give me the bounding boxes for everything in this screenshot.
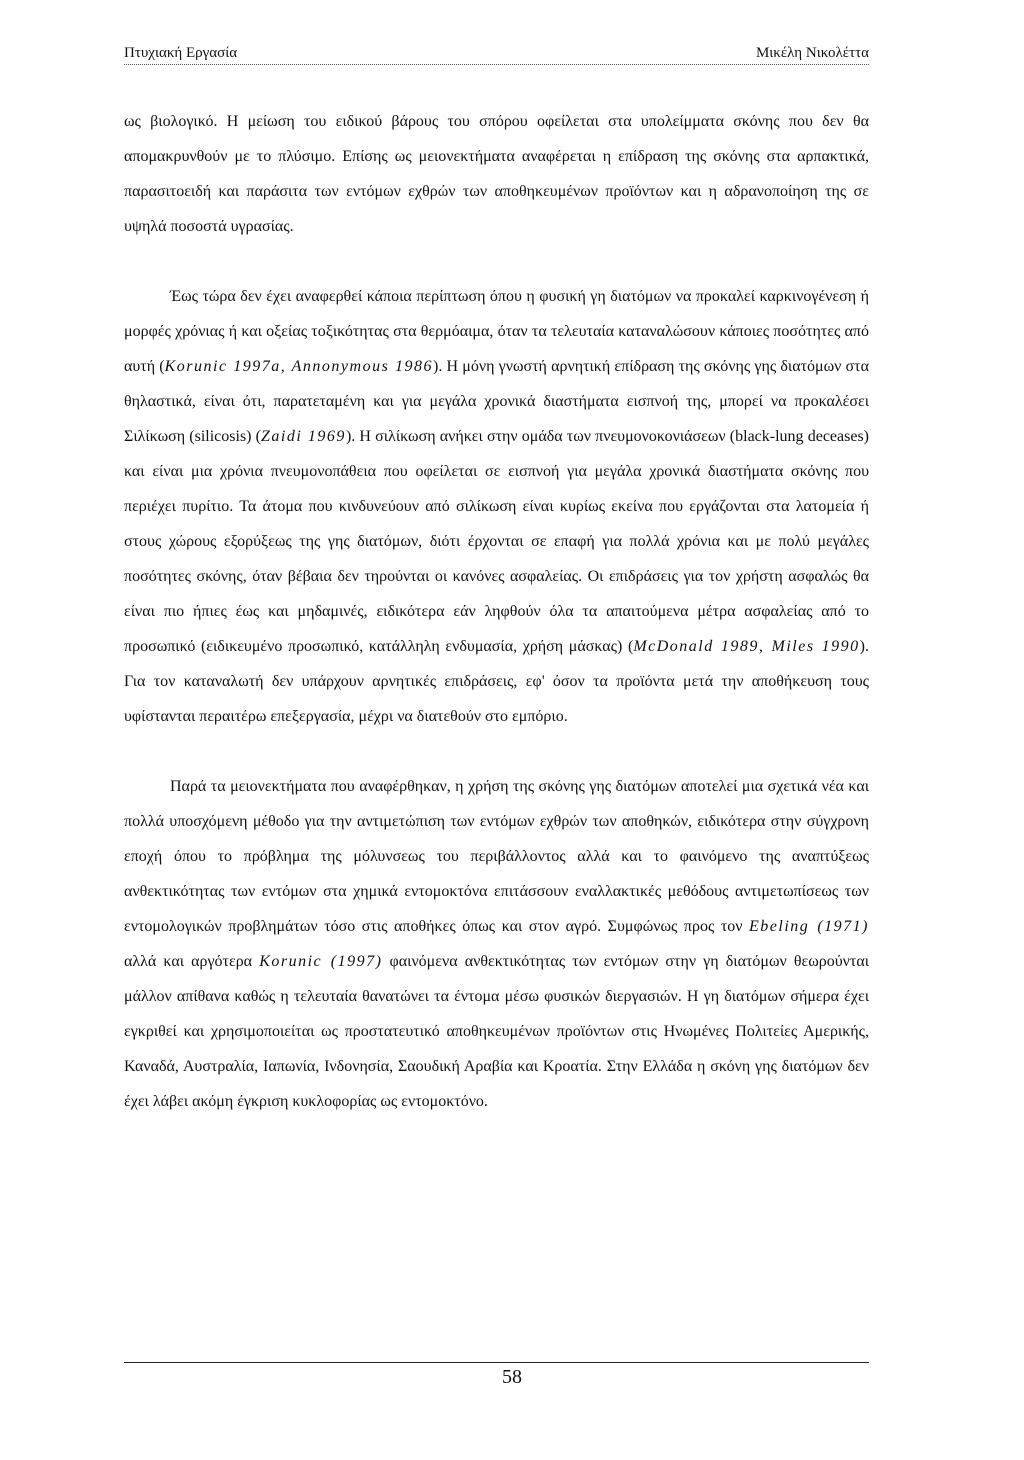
paragraph-text: φαινόμενα ανθεκτικότητας των εντόμων στην γη διατόμων θεωρούνται μάλλον απίθανα καθώς η τελευταία θανατώνει τα έντομα μέσω φυσικών διεργασιών. Η γη διατόμων σήμερα έχει εγκριθεί και χρησιμοποιείται ως προστατευτικό αποθηκευμένων προϊόντων στις Ηνωμένες Πολιτείες Αμερικής, Καναδά, Αυστραλία, Ιαπωνία, Ινδονησία, Σαουδική Αραβία και Κροατία. Στην Ελλάδα η σκόνη γης διατόμων δεν έχει λάβει ακόμη έγκριση κυκλοφορίας ως εντομοκτόνο.	[124, 953, 870, 1110]
header-title: Πτυχιακή Εργασία	[124, 45, 238, 61]
page-number: 58	[502, 1366, 522, 1388]
citation: Zaidi 1969	[260, 428, 346, 445]
paragraph-text: Παρά τα μειονεκτήματα που αναφέρθηκαν, η χρήση της σκόνης γης διατόμων αποτελεί μια σχετικά νέα και πολλά υποσχόμενη μέθοδο για την αντιμετώπιση των εντόμων εχθρών των αποθηκών, ειδικότερα στην σύγχρονη εποχή όπου το πρόβλημα της μόλυνσεως του περιβάλλοντος αλλά και το φαινόμενο της αναπτύξεως ανθεκτικότητας των εντόμων στα χημικά εντομοκτόνα επιτάσσουν εναλλακτικές μεθόδους αντιμετωπίσεως των εντομολογικών προβλημάτων τόσο στις αποθήκες όπως και στον αγρό. Συμφώνως προς τον	[124, 778, 869, 935]
citation: Korunic (1997)	[259, 953, 383, 970]
citation: Ebeling (1971)	[749, 918, 869, 935]
header-author: Μικέλη Νικολέττα	[755, 45, 869, 61]
citation: Korunic 1997a, Annonymous 1986	[164, 358, 434, 375]
header-divider	[124, 64, 869, 65]
footer-divider	[124, 1362, 869, 1363]
paragraph-text: Έως τώρα δεν έχει αναφερθεί κάποια περίπτωση όπου η φυσική γη διατόμων να προκαλεί καρκινογένεση ή μορφές χρόνιας ή και οξείας τοξικότητας στα θερμόαιμα, όταν τα τελευταία καταναλώσουν κάποιες ποσότητες από αυτή (	[124, 288, 869, 375]
citation: McDonald 1989, Miles 1990	[633, 638, 860, 655]
paragraph-text: ). Η μόνη γνωστή αρνητική επίδραση της σκόνης γης διατόμων στα θηλαστικά, είναι ότι, παρατεταμένη και για μεγάλα χρονικά διαστήματα εισπνοή της, μπορεί να προκαλέσει Σιλίκωση (silicosis) (	[124, 358, 869, 445]
paragraph	[124, 104, 869, 244]
paragraph	[124, 769, 869, 1119]
paragraph-text: ). Η σιλίκωση ανήκει στην ομάδα των πνευμονοκονιάσεων (black-lung deceases) και είναι μια χρόνια πνευμονοπάθεια που οφείλεται σε εισπνοή για μεγάλα χρονικά διαστήματα σκόνης που περιέχει πυρίτιο. Τα άτομα που κινδυνεύουν από σιλίκωση είναι κυρίως εκείνα που εργάζονται στα λατομεία ή στους χώρους εξορύξεως της γης διατόμων, διότι έρχονται σε επαφή για πολλά χρόνια και με πολύ μεγάλες ποσότητες σκόνης, όταν βέβαια δεν τηρούνται οι κανόνες ασφαλείας. Οι επιδράσεις για τον χρήστη ασφαλώς θα είναι πιο ήπιες έως και μηδαμινές, ειδικότερα εάν ληφθούν όλα τα απαιτούμενα μέτρα ασφαλείας από το προσωπικό (ειδικευμένο προσωπικό, κατάλληλη ενδυμασία, χρήση μάσκας) (	[124, 428, 870, 655]
paragraph	[124, 279, 869, 734]
page-header	[124, 40, 869, 62]
paragraph-text: ). Για τον καταναλωτή δεν υπάρχουν αρνητικές επιδράσεις, εφ' όσον τα προϊόντα μετά την αποθήκευση τους υφίστανται περαιτέρω επεξεργασία, μέχρι να διατεθούν στο εμπόριο.	[124, 638, 869, 725]
paragraph-text: ως βιολογικό. Η μείωση του ειδικού βάρους του σπόρου οφείλεται στα υπολείμματα σκόνης που δεν θα απομακρυνθούν με το πλύσιμο. Επίσης ως μειονεκτήματα αναφέρεται η επίδραση της σκόνης στα αρπακτικά, παρασιτοειδή και παράσιτα των εντόμων εχθρών των αποθηκευμένων προϊόντων και η αδρανοποίηση της σε υψηλά ποσοστά υγρασίας.	[124, 113, 869, 235]
paragraph-text: αλλά και αργότερα	[124, 953, 260, 970]
body-text	[124, 104, 869, 1119]
